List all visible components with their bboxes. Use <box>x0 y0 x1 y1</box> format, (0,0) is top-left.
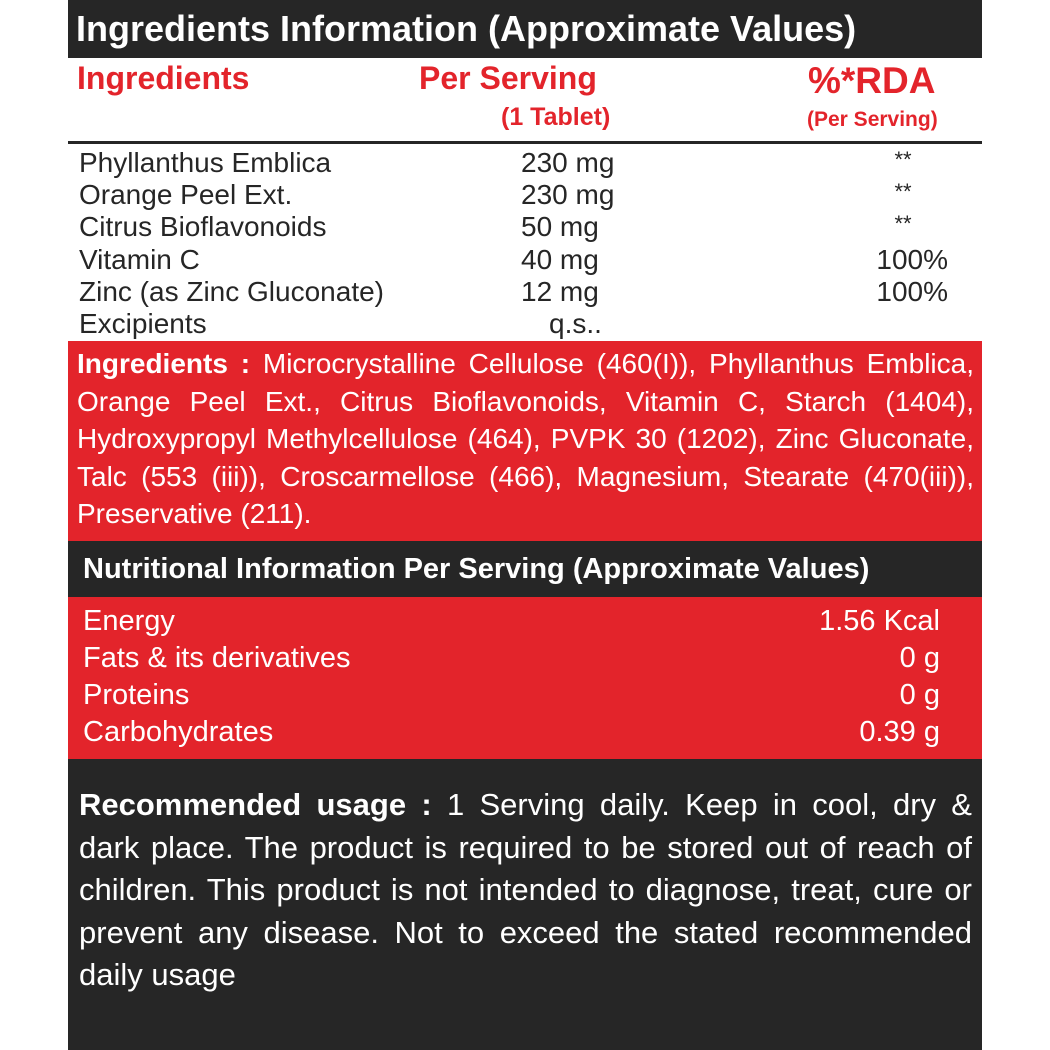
table-row <box>68 147 982 179</box>
ingredients-list-text: Microcrystalline Cellulose (460(I)), Phyllanthus Emblica, Orange Peel Ext., Citrus Bioflavonoids, Vitamin C, Starch (1404), Hydroxypropyl Methylcellulose (464), PVPK 30 (1202), Zinc Gluconate, Talc (553 (iii)), Croscarmellose (466), Magnesium, Stearate (470(iii)), Preservative (211). <box>77 348 974 529</box>
nutrition-name: Carbohydrates <box>83 716 274 748</box>
usage-text: 1 Serving daily. Keep in cool, dry & dark place. The product is required to be stored out of reach of children. This product is not intended to diagnose, treat, cure or prevent any disease. Not to exceed the stated recommended daily usage <box>79 787 972 992</box>
row-name: Excipients <box>79 308 207 339</box>
row-rda: ** <box>894 179 912 204</box>
column-rda: %*RDA <box>808 60 936 101</box>
row-amount: q.s.. <box>549 308 602 339</box>
ingredients-list-label: Ingredients : <box>77 348 251 379</box>
row-name: Vitamin C <box>79 244 200 275</box>
table-row <box>68 308 982 340</box>
column-rda-sub: (Per Serving) <box>807 108 938 131</box>
ingredients-list <box>68 341 982 541</box>
column-per-serving-sub: (1 Tablet) <box>501 103 611 131</box>
nutrition-row <box>68 603 982 640</box>
nutrition-table <box>68 597 982 759</box>
nutrition-name: Energy <box>83 605 175 637</box>
recommended-usage <box>68 759 982 1050</box>
table-row <box>68 244 982 276</box>
nutrition-row <box>68 677 982 714</box>
row-rda: 100% <box>876 244 948 275</box>
row-amount: 50 mg <box>521 211 599 242</box>
table-row <box>68 276 982 308</box>
nutrition-value: 0.39 g <box>859 716 940 748</box>
nutrition-value: 1.56 Kcal <box>819 605 940 637</box>
row-name: Zinc (as Zinc Gluconate) <box>79 276 384 307</box>
row-name: Citrus Bioflavonoids <box>79 211 327 242</box>
nutrition-title: Nutritional Information Per Serving (Approximate Values) <box>68 541 982 597</box>
table-row <box>68 179 982 211</box>
nutrition-value: 0 g <box>899 642 940 674</box>
column-headers <box>68 58 982 144</box>
row-rda: 100% <box>876 276 948 307</box>
nutrition-value: 0 g <box>899 679 940 711</box>
row-amount: 230 mg <box>521 147 615 178</box>
ingredient-table <box>68 147 982 341</box>
nutrition-row <box>68 640 982 677</box>
row-amount: 12 mg <box>521 276 599 307</box>
column-per-serving: Per Serving <box>419 60 597 96</box>
column-ingredients: Ingredients <box>77 60 250 96</box>
usage-label: Recommended usage : <box>79 787 432 822</box>
table-row <box>68 211 982 243</box>
row-rda: ** <box>894 211 912 236</box>
row-name: Orange Peel Ext. <box>79 179 293 210</box>
row-name: Phyllanthus Emblica <box>79 147 332 178</box>
row-rda: ** <box>894 147 912 172</box>
nutrition-name: Fats & its derivatives <box>83 642 351 674</box>
row-amount: 40 mg <box>521 244 599 275</box>
nutrition-name: Proteins <box>83 679 190 711</box>
row-amount: 230 mg <box>521 179 615 210</box>
header-title: Ingredients Information (Approximate Values) <box>68 0 982 58</box>
nutrition-row <box>68 714 982 751</box>
